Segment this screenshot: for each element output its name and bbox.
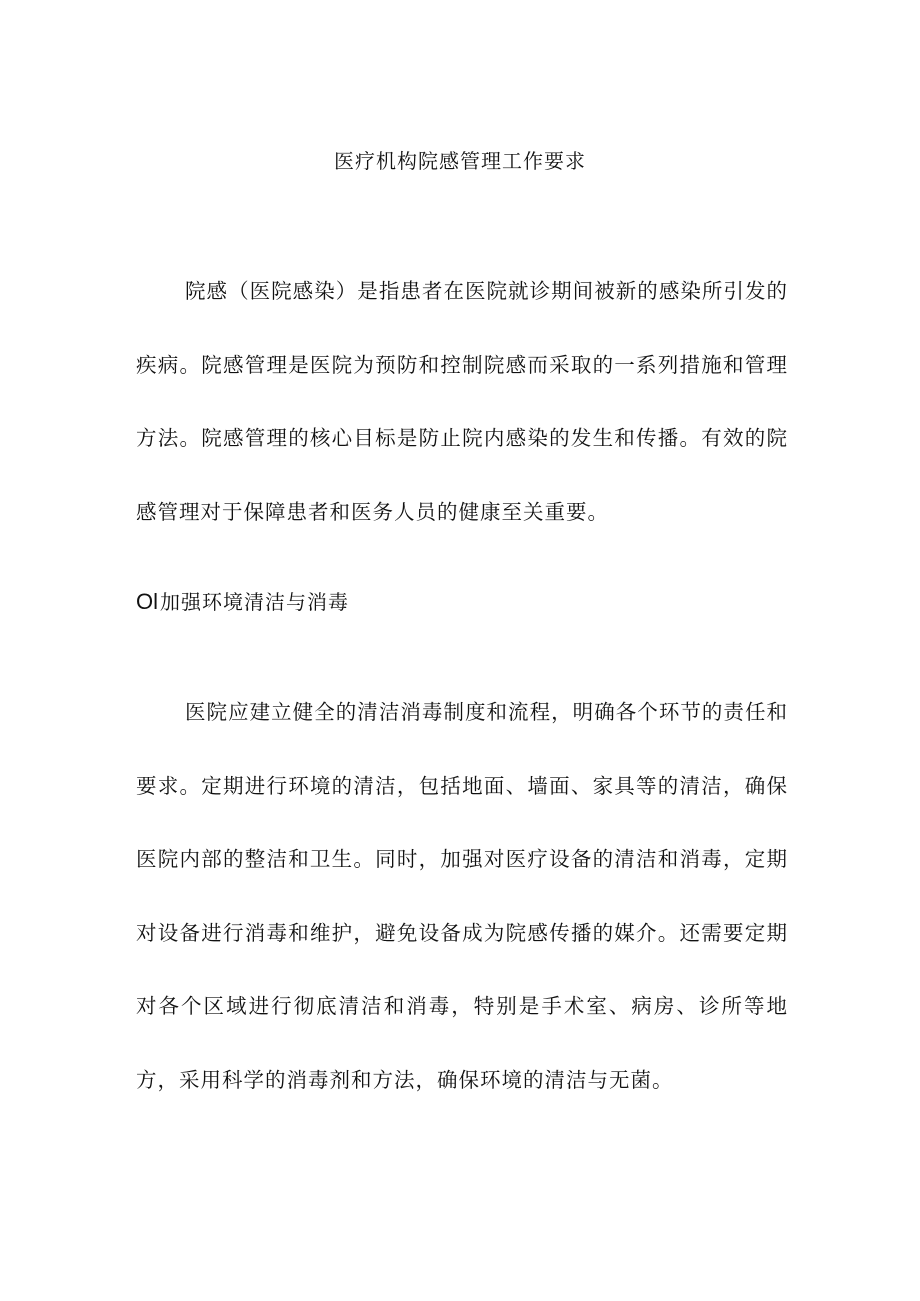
- document-title: 医疗机构院感管理工作要求: [334, 149, 586, 173]
- section-heading: [136, 586, 349, 618]
- section-paragraph: 医院应建立健全的清洁消毒制度和流程，明确各个环节的责任和要求。定期进行环境的清洁，包括地面、墙面、家具等的清洁，确保医院内部的整洁和卫生。同时，加强对医疗设备的清洁和消毒，定期对设备进行消毒和维护，避免设备成为院感传播的媒介。还需要定期对各个区域进行彻底清洁和消毒，特别是手术室、病房、诊所等地方，采用科学的消毒剂和方法，确保环境的清洁与无菌。: [136, 700, 788, 1092]
- intro-paragraph: 院感（医院感染）是指患者在医院就诊期间被新的感染所引发的疾病。院感管理是医院为预防和控制院感而采取的一系列措施和管理方法。院感管理的核心目标是防止院内感染的发生和传播。有效的院感管理对于保障患者和医务人员的健康至关重要。: [136, 279, 788, 524]
- section-heading-text: 加强环境清洁与消毒: [160, 590, 349, 614]
- section-number: Ol: [136, 589, 158, 614]
